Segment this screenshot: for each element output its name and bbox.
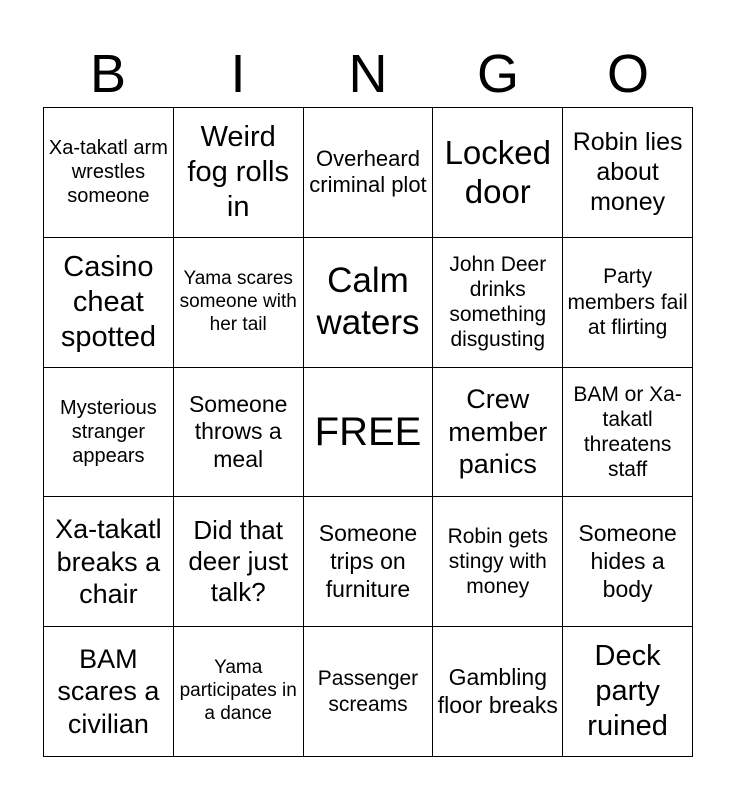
cell-text: Robin gets stingy with money: [447, 525, 548, 599]
bingo-cell[interactable]: [433, 368, 563, 498]
bingo-cell[interactable]: [44, 368, 174, 498]
header-letter-n: N: [348, 44, 388, 104]
free-space-text: FREE: [314, 409, 422, 454]
bingo-cell[interactable]: [433, 627, 563, 757]
cell-text: Calm waters: [316, 261, 420, 343]
bingo-header: [43, 40, 693, 108]
bingo-cell[interactable]: [44, 627, 174, 757]
bingo-cell[interactable]: [174, 627, 304, 757]
cell-text: Passenger screams: [317, 667, 419, 716]
cell-text: Mysterious stranger appears: [60, 396, 157, 467]
cell-text: BAM scares a civilian: [57, 644, 160, 739]
bingo-cell[interactable]: [563, 108, 693, 238]
cell-text: Someone hides a body: [578, 520, 677, 602]
header-letter-o: O: [606, 44, 649, 104]
cell-text: Locked door: [444, 133, 551, 211]
bingo-cell[interactable]: [433, 497, 563, 627]
bingo-cell[interactable]: [433, 108, 563, 238]
cell-text: Yama participates in a dance: [179, 657, 297, 724]
bingo-cell[interactable]: [44, 497, 174, 627]
bingo-cell[interactable]: [304, 108, 434, 238]
bingo-cell[interactable]: [174, 368, 304, 498]
cell-text: Someone throws a meal: [188, 390, 288, 472]
bingo-cell[interactable]: [563, 238, 693, 368]
bingo-cell[interactable]: [174, 238, 304, 368]
cell-text: Overheard criminal plot: [309, 146, 427, 198]
cell-text: Casino cheat spotted: [60, 251, 156, 353]
bingo-cell[interactable]: [174, 108, 304, 238]
cell-text: Did that deer just talk?: [188, 515, 289, 608]
bingo-cell[interactable]: [44, 108, 174, 238]
cell-text: Xa-takatl arm wrestles someone: [48, 137, 168, 208]
cell-text: Party members fail at flirting: [567, 265, 688, 339]
bingo-cell[interactable]: [304, 238, 434, 368]
cell-text: Xa-takatl breaks a chair: [55, 514, 162, 609]
bingo-cell[interactable]: [563, 627, 693, 757]
cell-text: Gambling floor breaks: [437, 664, 558, 718]
cell-text: BAM or Xa-takatl threatens staff: [573, 382, 682, 482]
bingo-cell[interactable]: [563, 368, 693, 498]
bingo-cell[interactable]: [433, 238, 563, 368]
bingo-cell[interactable]: [44, 238, 174, 368]
cell-text: Weird fog rolls in: [187, 121, 289, 223]
bingo-board: [43, 107, 693, 757]
cell-text: John Deer drinks something disgusting: [449, 252, 547, 352]
cell-text: Crew member panics: [448, 384, 548, 480]
cell-text: Someone trips on furniture: [318, 520, 418, 602]
bingo-cell[interactable]: [304, 497, 434, 627]
bingo-cell[interactable]: [304, 627, 434, 757]
cell-text: Deck party ruined: [587, 640, 668, 742]
bingo-cell[interactable]: [174, 497, 304, 627]
header-letter-b: B: [89, 44, 127, 104]
bingo-cell[interactable]: [563, 497, 693, 627]
header-letter-g: G: [476, 44, 519, 104]
header-letter-i: I: [230, 44, 246, 104]
cell-text: Yama scares someone with her tail: [179, 268, 297, 335]
free-space-cell[interactable]: [304, 368, 434, 498]
cell-text: Robin lies about money: [572, 128, 683, 217]
